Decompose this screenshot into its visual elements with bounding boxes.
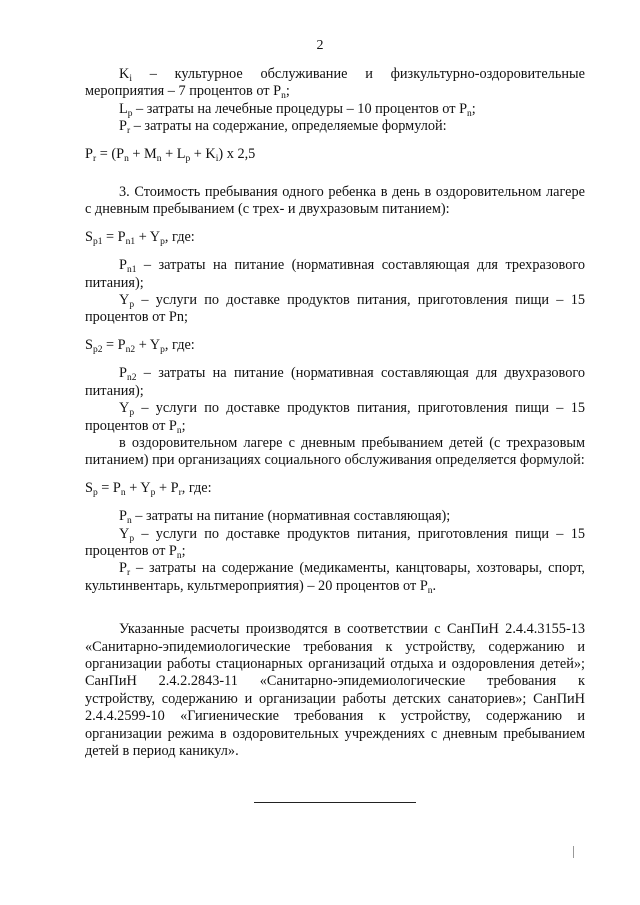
text-run: S	[85, 228, 93, 245]
subscript: n	[176, 425, 182, 436]
subscript: p	[150, 487, 156, 498]
formula-s-p1	[85, 229, 585, 246]
scan-mark	[573, 846, 574, 858]
subscript: r	[126, 126, 131, 137]
formula-s-p2	[85, 337, 585, 354]
text-run: – затраты на питание (нормативная составляющая для двухразового питания);	[85, 365, 585, 399]
paragraph-social-camp	[85, 435, 585, 470]
subscript: r	[92, 153, 97, 164]
subscript: n1	[126, 265, 137, 276]
text-run: P	[119, 118, 127, 135]
subscript: n	[156, 153, 162, 164]
subscript: p	[129, 300, 135, 311]
text-run: + P	[155, 479, 179, 496]
subscript: n1	[125, 236, 136, 247]
subscript: p1	[92, 236, 103, 247]
text-run: ;	[181, 417, 186, 434]
text-run: .	[432, 577, 437, 594]
text-run: = P	[102, 336, 126, 353]
signature-rule	[254, 802, 416, 803]
text-run: – затраты на содержание, определяемые формулой:	[130, 118, 447, 135]
paragraph-y-p-1	[85, 292, 585, 327]
text-run: + M	[128, 145, 157, 162]
text-run: P	[85, 145, 93, 162]
paragraph-p-r-2	[85, 560, 585, 595]
text-run: Y	[119, 525, 130, 542]
subscript: p	[129, 408, 135, 419]
formula-p-r	[85, 146, 585, 163]
text-run: + Y	[125, 479, 151, 496]
text-run: в оздоровительном лагере с дневным пребыванием детей (с трехразовым питанием) при организациях социального обслуживания определяется формулой:	[85, 434, 585, 469]
text-run: – услуги по доставке продуктов питания, приготовления пищи – 15 процентов от Pn;	[85, 292, 585, 326]
text-run: P	[119, 257, 127, 274]
text-run: , где:	[164, 228, 195, 245]
subscript: n	[427, 585, 433, 596]
paragraph-p-r	[85, 118, 585, 135]
text-run: + Y	[135, 336, 161, 353]
text-run: – затраты на содержание (медикаменты, канцтовары, хозтовары, спорт, культинвентарь, культмероприятия) – 20 процентов от P	[85, 560, 585, 594]
text-run: – затраты на лечебные процедуры – 10 процентов от P	[132, 100, 468, 117]
subscript: r	[126, 568, 131, 579]
paragraph-y-p-3	[85, 526, 585, 561]
text-run: + L	[161, 145, 186, 162]
text-run: Указанные расчеты производятся в соответствии с СанПиН 2.4.4.3155-13 «Санитарно-эпидемиологические требования к устройству, содержанию и организации работы стационарных организаций отдыха и оздоровления детей»; СанПиН 2.4.2.2843-11 «Санитарно-эпидемиологические требования к устройству, содержанию и организации работы детских санаториев»; СанПиН 2.4.4.2599-10 «Гигиенические требования к устройству, содержанию и организации режима в оздоровительных учреждениях с дневным пребыванием детей в период каникул».	[85, 621, 585, 759]
subscript: p	[127, 108, 133, 119]
subscript: p2	[92, 344, 103, 355]
page-number: 2	[316, 38, 324, 53]
text-run: – затраты на питание (нормативная составляющая);	[131, 508, 451, 525]
subscript: i	[215, 153, 219, 164]
subscript: p	[160, 236, 165, 247]
subscript: n	[176, 550, 182, 561]
document-body	[85, 66, 585, 760]
text-run: , где:	[164, 336, 195, 353]
text-run: Y	[119, 292, 130, 309]
text-run: L	[119, 100, 128, 117]
text-run: K	[119, 66, 130, 82]
subscript: n	[467, 108, 472, 119]
text-run: S	[85, 479, 93, 496]
subscript: r	[178, 487, 182, 498]
subscript: n2	[126, 373, 137, 384]
text-run: = (P	[96, 145, 125, 162]
text-run: P	[119, 560, 127, 577]
text-run: – услуги по доставке продуктов питания, приготовления пищи – 15 процентов от P	[85, 525, 585, 559]
text-run: + K	[190, 145, 216, 162]
paragraph-sanpin-references	[85, 621, 585, 760]
subscript: p	[160, 344, 165, 355]
subscript: n	[126, 516, 132, 527]
text-run: P	[119, 365, 127, 382]
formula-s-p	[85, 480, 585, 497]
text-run: + Y	[135, 228, 161, 245]
subscript: p	[129, 533, 135, 544]
subscript: p	[92, 487, 98, 498]
text-run: = P	[97, 479, 121, 496]
paragraph-y-p-2	[85, 400, 585, 435]
subscript: n	[281, 91, 286, 102]
text-run: Y	[119, 400, 130, 417]
subscript: i	[129, 74, 132, 84]
text-run: – услуги по доставке продуктов питания, приготовления пищи – 15 процентов от P	[85, 400, 585, 434]
text-run: – культурное обслуживание и физкультурно-оздоровительные мероприятия – 7 процентов от P	[85, 66, 585, 100]
text-run: 3. Стоимость пребывания одного ребенка в день в оздоровительном лагере с дневным пребыванием (с трех- и двухразовым питанием):	[85, 184, 585, 218]
text-run: ;	[181, 542, 186, 559]
subscript: n	[120, 487, 126, 498]
text-run: , где:	[181, 479, 212, 496]
paragraph-k-i	[85, 66, 585, 101]
paragraph-item-3	[85, 184, 585, 219]
text-run: = P	[102, 228, 126, 245]
text-run: ;	[285, 83, 290, 100]
paragraph-p-n2	[85, 365, 585, 400]
subscript: n	[124, 153, 129, 164]
paragraph-l-p	[85, 101, 585, 118]
text-run: P	[119, 508, 127, 525]
subscript: p	[185, 153, 191, 164]
text-run: S	[85, 336, 93, 353]
text-run: ) x 2,5	[218, 145, 256, 162]
text-run: ;	[471, 100, 476, 117]
paragraph-p-n	[85, 508, 585, 525]
text-run: – затраты на питание (нормативная составляющая для трехразового питания);	[85, 257, 585, 291]
subscript: n2	[125, 344, 136, 355]
paragraph-p-n1	[85, 257, 585, 292]
